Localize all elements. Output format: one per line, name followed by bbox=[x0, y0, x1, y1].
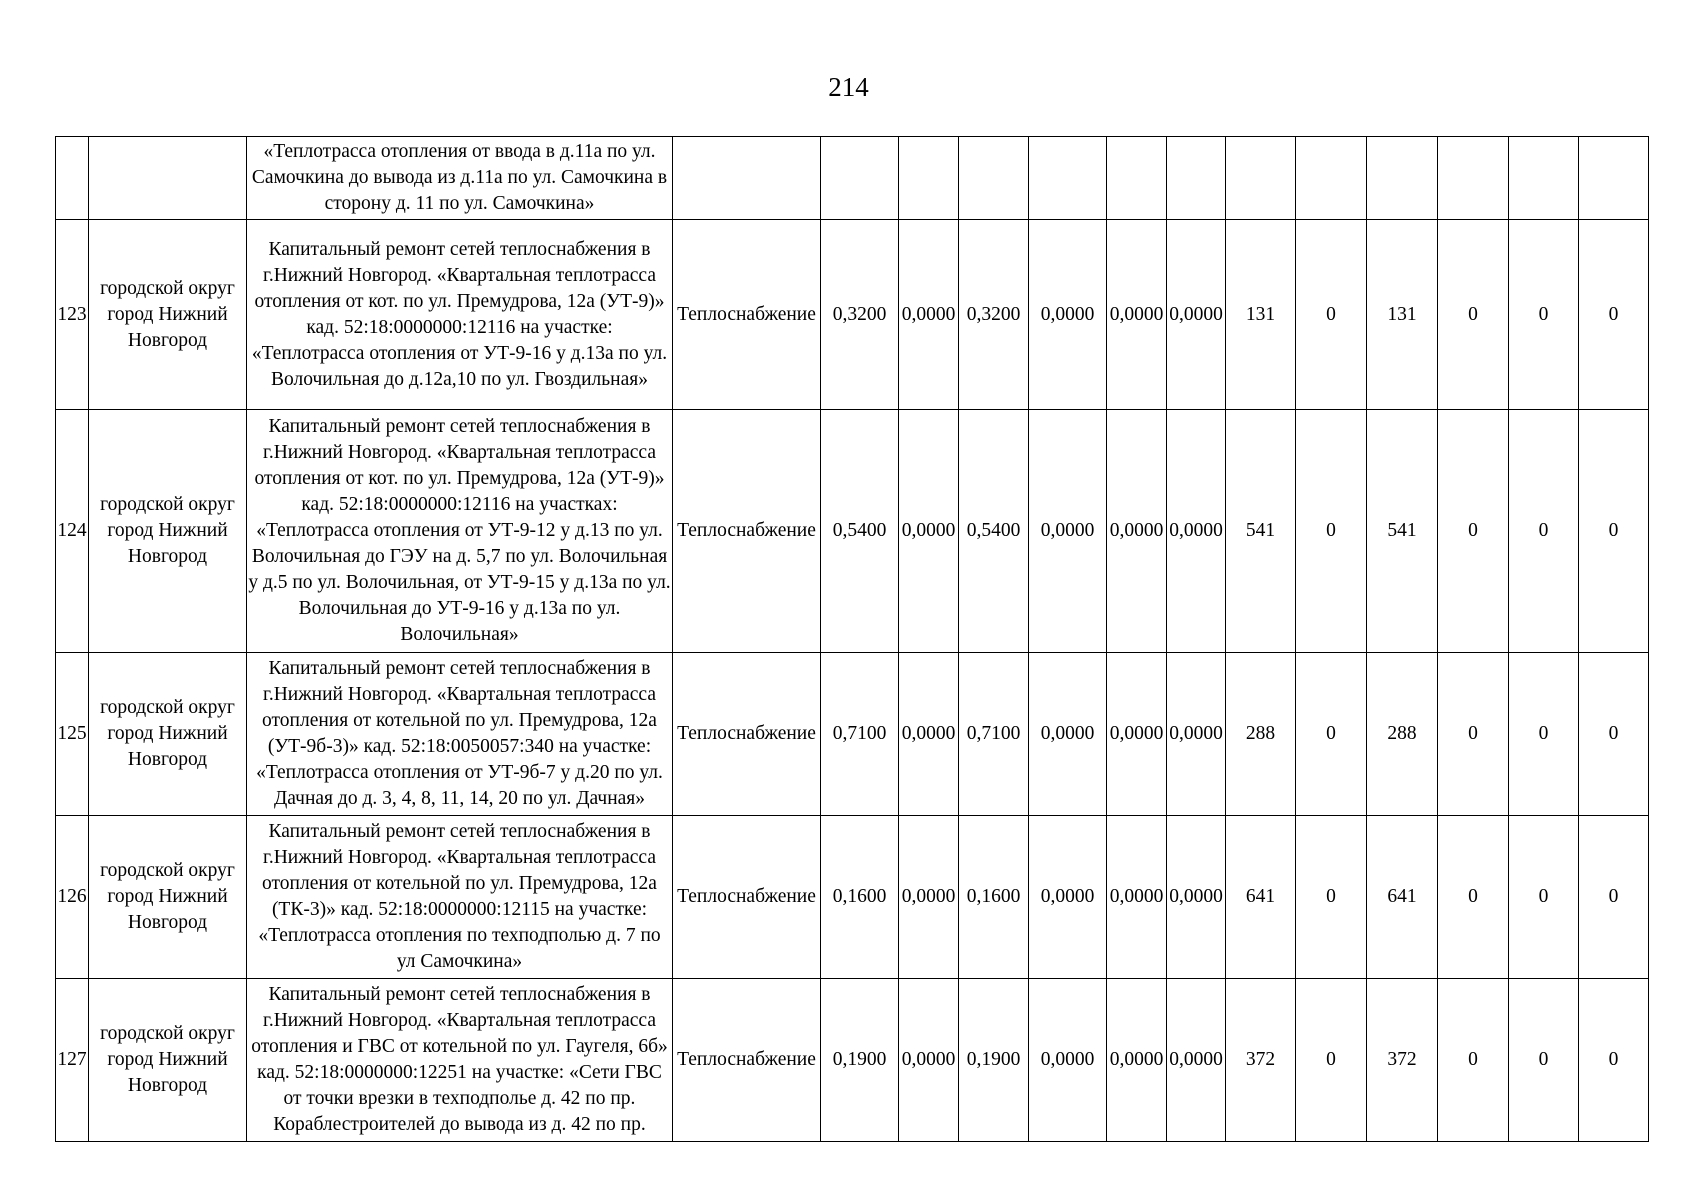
cell-num: 124 bbox=[56, 410, 89, 653]
cell-value: 0,0000 bbox=[899, 653, 959, 816]
cell-num: 127 bbox=[56, 979, 89, 1142]
cell-value: 131 bbox=[1226, 220, 1296, 410]
cell-num: 126 bbox=[56, 816, 89, 979]
cell-type: Теплоснабжение bbox=[673, 816, 821, 979]
cell-value: 0 bbox=[1579, 979, 1649, 1142]
cell-value: 0,0000 bbox=[1107, 816, 1167, 979]
cell-value bbox=[1579, 137, 1649, 220]
cell-value: 641 bbox=[1367, 816, 1438, 979]
cell-value: 0,0000 bbox=[899, 410, 959, 653]
cell-value: 0 bbox=[1509, 979, 1579, 1142]
page-number: 214 bbox=[828, 72, 869, 102]
cell-value: 0 bbox=[1296, 653, 1367, 816]
cell-value: 0,1600 bbox=[959, 816, 1029, 979]
cell-value: 0,0000 bbox=[1167, 979, 1226, 1142]
cell-value: 0,0000 bbox=[1029, 979, 1107, 1142]
cell-value: 0 bbox=[1438, 816, 1509, 979]
cell-value: 0 bbox=[1438, 979, 1509, 1142]
cell-value: 0,1900 bbox=[821, 979, 899, 1142]
cell-value: 0 bbox=[1509, 220, 1579, 410]
cell-num: 123 bbox=[56, 220, 89, 410]
cell-value: 0 bbox=[1438, 410, 1509, 653]
cell-municipality: городской округ город Нижний Новгород bbox=[89, 816, 247, 979]
cell-value: 0,0000 bbox=[1167, 220, 1226, 410]
data-table bbox=[55, 136, 1649, 1142]
cell-municipality: городской округ город Нижний Новгород bbox=[89, 220, 247, 410]
cell-value: 0 bbox=[1296, 410, 1367, 653]
cell-value: 0,0000 bbox=[1167, 653, 1226, 816]
cell-value bbox=[1167, 137, 1226, 220]
cell-value: 0,0000 bbox=[1107, 653, 1167, 816]
cell-value bbox=[899, 137, 959, 220]
cell-value bbox=[1509, 137, 1579, 220]
cell-value: 641 bbox=[1226, 816, 1296, 979]
cell-value bbox=[1107, 137, 1167, 220]
cell-value bbox=[959, 137, 1029, 220]
cell-value: 0,1900 bbox=[959, 979, 1029, 1142]
cell-value: 0,0000 bbox=[1107, 979, 1167, 1142]
cell-value: 0,0000 bbox=[1167, 816, 1226, 979]
cell-value: 372 bbox=[1226, 979, 1296, 1142]
cell-value: 541 bbox=[1226, 410, 1296, 653]
cell-value: 0,7100 bbox=[821, 653, 899, 816]
cell-value: 0 bbox=[1509, 410, 1579, 653]
cell-value: 0 bbox=[1296, 979, 1367, 1142]
table-row bbox=[56, 653, 1649, 816]
cell-value: 0,0000 bbox=[899, 979, 959, 1142]
cell-value: 0,0000 bbox=[1029, 220, 1107, 410]
cell-municipality bbox=[89, 137, 247, 220]
cell-municipality: городской округ город Нижний Новгород bbox=[89, 410, 247, 653]
cell-value bbox=[1296, 137, 1367, 220]
cell-municipality: городской округ город Нижний Новгород bbox=[89, 979, 247, 1142]
cell-value: 0,0000 bbox=[899, 220, 959, 410]
cell-description: Капитальный ремонт сетей теплоснабжения в г.Нижний Новгород. «Квартальная теплотрасса отопления от кот. по ул. Премудрова, 12а (УТ-9)» кад. 52:18:0000000:12116 на участках: «Теплотрасса отопления от УТ-9-12 у д.13 по ул. Волочильная до ГЭУ на д. 5,7 по ул. Волочильная у д.5 по ул. Волочильная, от УТ-9-15 у д.13а по ул. Волочильная до УТ-9-16 у д.13а по ул. Волочильная» bbox=[247, 410, 673, 653]
cell-value bbox=[1029, 137, 1107, 220]
table-row bbox=[56, 410, 1649, 653]
cell-value: 0,0000 bbox=[1029, 816, 1107, 979]
cell-value: 0,0000 bbox=[899, 816, 959, 979]
cell-value: 372 bbox=[1367, 979, 1438, 1142]
cell-value: 0,0000 bbox=[1107, 220, 1167, 410]
table-row bbox=[56, 979, 1649, 1142]
cell-description: Капитальный ремонт сетей теплоснабжения в г.Нижний Новгород. «Квартальная теплотрасса отопления от котельной по ул. Премудрова, 12а (УТ-9б-3)» кад. 52:18:0050057:340 на участке: «Теплотрасса отопления от УТ-9б-7 у д.20 по ул. Дачная до д. 3, 4, 8, 11, 14, 20 по ул. Дачная» bbox=[247, 653, 673, 816]
cell-value: 288 bbox=[1367, 653, 1438, 816]
cell-value: 0,0000 bbox=[1029, 653, 1107, 816]
cell-value: 0 bbox=[1579, 220, 1649, 410]
cell-value: 0,5400 bbox=[821, 410, 899, 653]
cell-description: Капитальный ремонт сетей теплоснабжения в г.Нижний Новгород. «Квартальная теплотрасса отопления и ГВС от котельной по ул. Гаугеля, 6б» кад. 52:18:0000000:12251 на участке: «Сети ГВС от точки врезки в техподполье д. 42 по пр. Кораблестроителей до вывода из д. 42 по пр. bbox=[247, 979, 673, 1142]
cell-value: 0,1600 bbox=[821, 816, 899, 979]
cell-value: 0 bbox=[1296, 816, 1367, 979]
cell-description: «Теплотрасса отопления от ввода в д.11а по ул. Самочкина до вывода из д.11а по ул. Самочкина в сторону д. 11 по ул. Самочкина» bbox=[247, 137, 673, 220]
table-row bbox=[56, 137, 1649, 220]
cell-value: 541 bbox=[1367, 410, 1438, 653]
cell-value: 0,3200 bbox=[959, 220, 1029, 410]
cell-value: 0,3200 bbox=[821, 220, 899, 410]
cell-value: 0 bbox=[1579, 816, 1649, 979]
cell-value: 0 bbox=[1509, 816, 1579, 979]
cell-value bbox=[1367, 137, 1438, 220]
cell-type bbox=[673, 137, 821, 220]
table-row bbox=[56, 220, 1649, 410]
cell-num: 125 bbox=[56, 653, 89, 816]
cell-type: Теплоснабжение bbox=[673, 653, 821, 816]
cell-value bbox=[821, 137, 899, 220]
cell-type: Теплоснабжение bbox=[673, 410, 821, 653]
cell-value: 0,0000 bbox=[1107, 410, 1167, 653]
cell-value: 0 bbox=[1579, 653, 1649, 816]
cell-description: Капитальный ремонт сетей теплоснабжения в г.Нижний Новгород. «Квартальная теплотрасса отопления от котельной по ул. Премудрова, 12а (ТК-3)» кад. 52:18:0000000:12115 на участке: «Теплотрасса отопления по техподполью д. 7 по ул Самочкина» bbox=[247, 816, 673, 979]
cell-municipality: городской округ город Нижний Новгород bbox=[89, 653, 247, 816]
cell-value: 0 bbox=[1509, 653, 1579, 816]
cell-value: 0 bbox=[1296, 220, 1367, 410]
cell-value: 0,0000 bbox=[1029, 410, 1107, 653]
cell-num bbox=[56, 137, 89, 220]
cell-value: 288 bbox=[1226, 653, 1296, 816]
cell-value bbox=[1226, 137, 1296, 220]
cell-value: 131 bbox=[1367, 220, 1438, 410]
table-row bbox=[56, 816, 1649, 979]
cell-value: 0 bbox=[1438, 220, 1509, 410]
cell-type: Теплоснабжение bbox=[673, 220, 821, 410]
cell-value: 0 bbox=[1438, 653, 1509, 816]
cell-type: Теплоснабжение bbox=[673, 979, 821, 1142]
cell-value: 0 bbox=[1579, 410, 1649, 653]
cell-description: Капитальный ремонт сетей теплоснабжения в г.Нижний Новгород. «Квартальная теплотрасса отопления от кот. по ул. Премудрова, 12а (УТ-9)» кад. 52:18:0000000:12116 на участке: «Теплотрасса отопления от УТ-9-16 у д.13а по ул. Волочильная до д.12а,10 по ул. Гвоздильная» bbox=[247, 220, 673, 410]
cell-value: 0,0000 bbox=[1167, 410, 1226, 653]
cell-value: 0,5400 bbox=[959, 410, 1029, 653]
cell-value: 0,7100 bbox=[959, 653, 1029, 816]
cell-value bbox=[1438, 137, 1509, 220]
